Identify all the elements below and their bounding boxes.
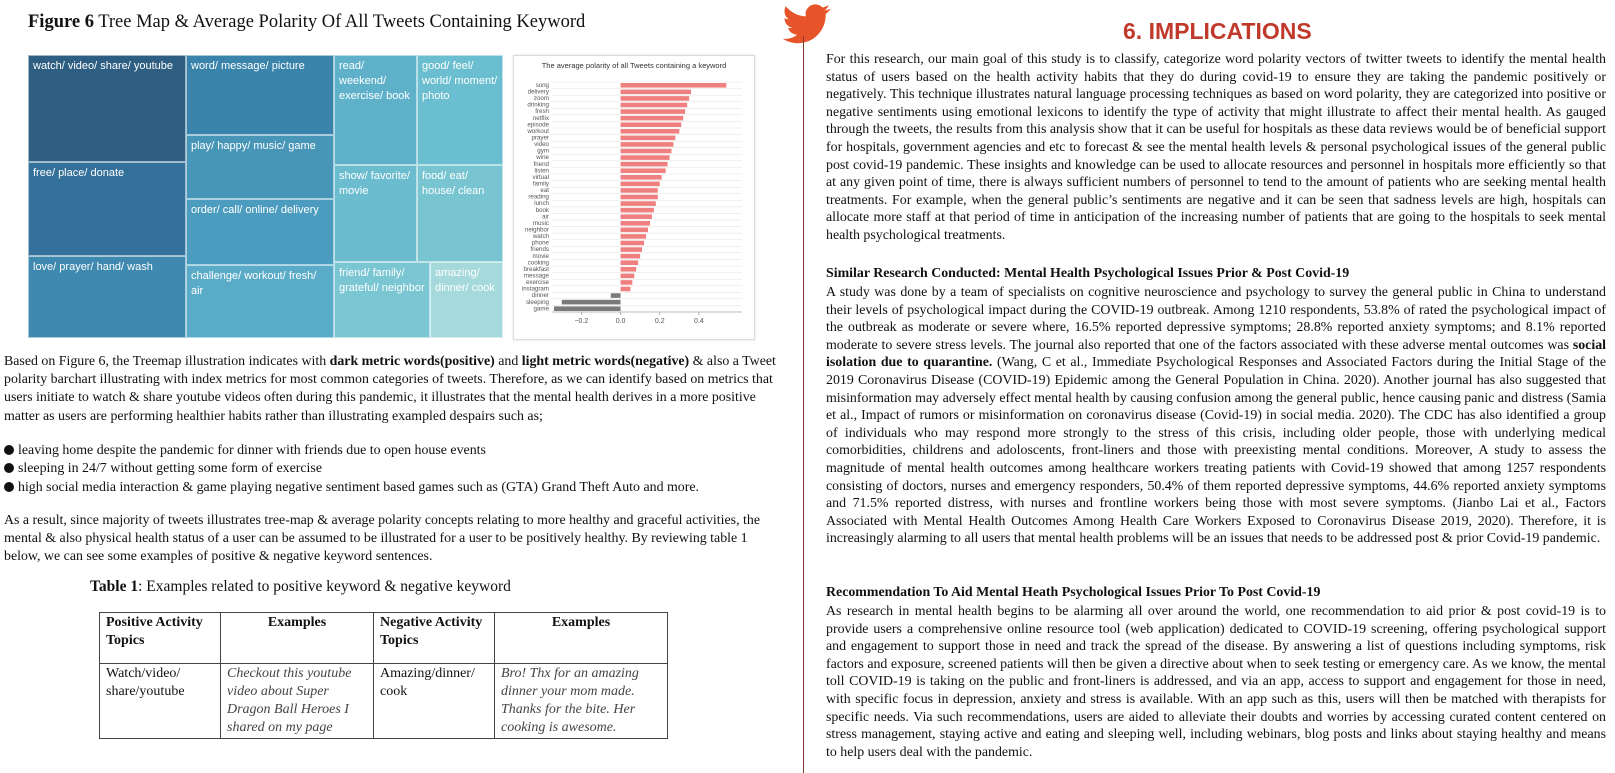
chart-category-label: drinking — [527, 101, 549, 109]
similar-research-heading: Similar Research Conducted: Mental Health Psychological Issues Prior & Post Covid-19 — [826, 266, 1350, 281]
figure-title — [28, 12, 585, 33]
chart-bar — [621, 280, 633, 285]
chart-x-tick-label: −0.2 — [574, 318, 589, 325]
table-caption-text: : Examples related to positive keyword & negative keyword — [138, 578, 511, 595]
chart-bar — [621, 241, 645, 246]
chart-x-tick-label: 0.0 — [615, 318, 626, 325]
chart-category-label: instagram — [521, 285, 549, 293]
treemap-cell: order/ call/ online/ delivery — [186, 199, 334, 265]
figure-title-text: Tree Map & Average Polarity Of All Tweets Containing Keyword — [98, 12, 586, 32]
chart-bar — [621, 175, 662, 180]
para1-text-2: and — [494, 354, 522, 369]
chart-bar — [621, 168, 666, 173]
chart-category-label: movie — [532, 252, 549, 260]
chart-category-label: fresh — [535, 108, 549, 116]
chart-category-label: wine — [536, 154, 549, 162]
treemap-cell: amazing/ dinner/ cook — [430, 262, 503, 338]
chart-category-label: reading — [528, 193, 549, 201]
chart-category-label: game — [533, 305, 549, 313]
chart-bar — [621, 96, 690, 101]
chart-category-label: family — [532, 180, 549, 188]
bullet-dot-icon — [4, 445, 14, 455]
bullet-list — [4, 442, 779, 497]
table-header: Examples — [221, 613, 374, 664]
chart-category-label: sleeping — [525, 298, 549, 306]
treemap-cell: challenge/ workout/ fresh/ air — [186, 265, 334, 338]
treemap-cell: watch/ video/ share/ youtube — [28, 55, 186, 162]
bullet-dot-icon — [4, 482, 14, 492]
treemap-cell: good/ feel/ world/ moment/ photo — [417, 55, 503, 165]
chart-bar — [621, 162, 668, 167]
chart-bar — [621, 149, 672, 154]
recommendation-paragraph: As research in mental health begins to be alarming all over around the world, one recommendation to aid prior & post covid-19 is to provide users a comprehensive online resource tool (web application) dedicated to COVID-19 screening, offering psychological support and engagement to support those in need and track the spread of the disease. By answering a list of questions including symptoms, risk factors and exposure, screened patients will then be given a directive about when to seek testing or emergency care. As we know, the mental toll COVID-19 is taking on the public and front-liners is addressed, and via an app, access to support and engagement for those in need, with specific focus in depression, anxiety and stress is available. With an app such as this, users will then be matched with therapists for specific needs. Via such recommendations, users are aided to alleviate their doubts and worries by accessing curated content centered on stress management, staying active and eating and sleeping well, including webinars, blog posts and links about staying healthy and means to help users deal with the pandemic. — [826, 604, 1606, 760]
chart-bar — [621, 228, 648, 233]
chart-category-label: cooking — [527, 259, 549, 267]
chart-bar — [621, 188, 658, 193]
treemap-cell: word/ message/ picture — [186, 55, 334, 135]
chart-category-label: dinner — [531, 292, 549, 300]
chart-bar — [621, 109, 686, 114]
bullet-item — [4, 479, 779, 497]
chart-category-label: eat — [540, 187, 549, 195]
paragraph-result: As a result, since majority of tweets illustrates tree-map & average polarity concepts relating to more healthy and graceful activities, the mental & also physical health status of a user can be assumed to be illustrated for a user to be positively healthy. By reviewing table 1 below, we can see some examples of positive & negative keyword sentences. — [4, 513, 760, 565]
para1-text-3: & also a Tweet polarity barchart illustrating with index metrics for most common categories of tweets. Therefore, as we can identify based on metrics that users initiate to watch & share youtube videos often during this pandemic, it illustrates that the mental health derives in a more positive matter as users are performing healthier habits rather than illustrating exampled despairs such as; — [4, 354, 776, 424]
chart-bar — [621, 116, 684, 121]
table-header: Negative Activity Topics — [374, 613, 495, 664]
chart-bar — [621, 234, 646, 239]
chart-bar — [621, 122, 682, 127]
para1-text-1: Based on Figure 6, the Treemap illustration indicates with — [4, 354, 330, 369]
section-title: 6. IMPLICATIONS — [1123, 18, 1312, 44]
chart-bar — [611, 293, 621, 298]
chart-bar — [621, 103, 688, 108]
recommendation-heading: Recommendation To Aid Mental Heath Psychological Issues Prior To Post Covid-19 — [826, 585, 1321, 600]
chart-bar — [621, 201, 656, 206]
polarity-chart — [513, 55, 755, 340]
chart-bar — [621, 83, 727, 88]
chart-category-label: neighbor — [524, 226, 549, 234]
chart-category-label: song — [535, 81, 549, 89]
bullet-item — [4, 460, 779, 478]
para1-bold-negative: light metric words(negative) — [521, 354, 690, 369]
table-cell: Bro! Thx for an amazing dinner your mom made. Thanks for the bite. Her cooking is awesome. — [495, 664, 668, 739]
chart-category-label: delivery — [527, 88, 549, 96]
chart-bar — [621, 155, 670, 160]
chart-bar — [621, 182, 660, 187]
chart-category-label: video — [534, 141, 549, 149]
chart-bar — [621, 214, 652, 219]
chart-category-label: zoom — [533, 95, 549, 103]
chart-bar — [621, 247, 643, 252]
chart-category-label: workout — [527, 127, 549, 135]
treemap-cell: play/ happy/ music/ game — [186, 135, 334, 199]
table-header: Positive Activity Topics — [100, 613, 221, 664]
right-column — [826, 0, 1606, 773]
chart-x-tick-label: 0.2 — [654, 318, 665, 325]
chart-category-label: music — [532, 219, 549, 227]
chart-bar — [554, 306, 621, 311]
chart-category-label: virtual — [532, 173, 549, 181]
treemap-cell: show/ favorite/ movie — [334, 165, 417, 262]
table-header: Examples — [495, 613, 668, 664]
para1-bold-positive: dark metric words(positive) — [329, 354, 495, 369]
similar-text-2: (Wang, C et al., Immediate Psychological Responses and Associated Factors during the Initial Stage of the 2019 Coronavirus Disease (COVID-19) Epidemic among the General Population in China. 2020). Another journal has also suggested that misinformation may adversely effect mental health by causing confusion among the general public, hence causing panic and distress (Samia et al., Impact of rumors or misinformation on coronavirus disease (Covid-19) in social media. 2020). The CDC has also identified a group of individuals who may respond more strongly to the stress of this crisis, including older people, those with underlying medical comorbidities, childrens and adoloscents, front-liners and those with preexisting mental conditions. Moreover, A study to assess the magnitude of mental health outcomes among healthcare workers treating patients with Covid-19 showed that among 1257 respondents consisting of doctors, nurses and emergency responders, 50.4% of them reported depressive symptoms, 44.6% reported anxiety symptoms and 71.5% reported distress, with nurses and frontline workers being those with most severe symptoms. (Jianbo Lai et al., Factors Associated with Mental Health Outcomes Among Health Care Workers Exposed to Coronavirus Disease 2019, 2020). Therefore, it is increasingly alarming to all users that mental health problems will be an issues that needs to be addressed post & prior Covid-19 pandemic. — [826, 355, 1607, 547]
treemap — [28, 55, 503, 338]
chart-bar — [621, 221, 650, 226]
similar-text-1: A study was done by a team of specialists on cognitive neuroscience and psychology to survey the general public in China to understand their levels of psychological impact during the COVID-19 outbreak. Among 1210 respondents, 53.8% of rated the psychological impact of the outbreak as moderate or severe where, 16.5% reported depressive symptoms; 28.8% reported anxiety symptoms; and 8.1% reported moderate to severe stress levels. The journal also reported that one of the factors associated with these adverse mental outcomes was — [826, 285, 1606, 353]
chart-category-label: listen — [534, 167, 549, 175]
chart-category-label: prayer — [531, 134, 549, 142]
chart-category-label: lunch — [534, 200, 549, 208]
treemap-cell: friend/ family/ grateful/ neighbor — [334, 262, 430, 338]
bullet-text: high social media interaction & game playing negative sentiment based games such as (GTA) Grand Theft Auto and more. — [18, 479, 700, 495]
bullet-item — [4, 442, 779, 460]
table-cell: Watch/video/ share/youtube — [100, 664, 221, 739]
chart-category-label: breakfast — [523, 265, 549, 273]
chart-bar — [621, 287, 631, 292]
chart-category-label: book — [535, 206, 549, 214]
bullet-dot-icon — [4, 463, 14, 473]
chart-category-label: friends — [530, 246, 549, 254]
table-label: Table 1 — [90, 578, 139, 595]
polarity-chart-svg — [514, 56, 754, 339]
chart-category-label: exercise — [525, 279, 549, 287]
chart-bar — [621, 254, 641, 259]
table-header-row — [100, 613, 668, 664]
paragraph-figure-discussion — [4, 353, 779, 426]
chart-title: The average polarity of all Tweets containing a keyword — [541, 61, 727, 70]
bullet-text: leaving home despite the pandemic for dinner with friends due to open house events — [18, 443, 486, 458]
chart-category-label: air — [542, 213, 549, 221]
similar-bold-text: social isolation due to quarantine. — [826, 337, 1606, 371]
chart-bar — [621, 90, 692, 95]
chart-category-label: message — [523, 272, 549, 280]
chart-bar — [621, 208, 654, 213]
bullet-text: sleeping in 24/7 without getting some form of exercise — [18, 461, 322, 477]
treemap-cell: free/ place/ donate — [28, 162, 186, 256]
treemap-cell: food/ eat/ house/ clean — [417, 165, 503, 262]
chart-bar — [562, 300, 621, 305]
chart-category-label: gym — [537, 147, 549, 155]
implications-paragraph: For this research, our main goal of this study is to classify, categorize word polarity vectors of twitter tweets to identify the mental health status of users based on the health activity habits that they do during covid-19 to ensure they are taking the pandemic positively or negatively. This technique illustrates natural language processing techniques as based on word polarity, they are categorized into positive or negative sentiments using emotional lexicons to identify the type of activity that might illustrate to affect their mental health. As gauged through the tweets, the results from this analysis show that it can be useful for hospitals as these data reviews would be of beneficial support for hospitals, government agencies and etc to forecast & see the mental health levels & personal psychological issues of the general public post covid-19 pandemic. These insights and knowledge can be used to allocate resources and personnel in hospitals more efficiently so that at any given point of time, there is always sufficient numbers of personnel to tend to the amount of patients who are seeking mental health treatments. For example, when the general public’s sentiments are negative and it can be seen that sadness levels are high, hospitals can allocate more staff at that period of time in anticipation of the increasing number of patients that are going to the hospitals to seek mental health psychological treatments. — [826, 52, 1606, 243]
chart-bar — [621, 274, 635, 279]
twitter-bird-icon — [782, 4, 832, 46]
chart-category-label: watch — [532, 233, 549, 241]
chart-bar — [621, 195, 658, 200]
left-column — [0, 0, 790, 773]
chart-x-tick-label: 0.4 — [694, 318, 704, 325]
treemap-cell: read/ weekend/ exercise/ book — [334, 55, 417, 165]
column-divider — [803, 36, 804, 773]
table-cell: Checkout this youtube video about Super Dragon Ball Heroes I shared on my page — [221, 664, 374, 739]
keyword-table — [99, 612, 668, 739]
chart-bar — [621, 267, 637, 272]
similar-research-paragraph — [826, 284, 1606, 548]
table-cell: Amazing/dinner/ cook — [374, 664, 495, 739]
chart-bar — [621, 129, 680, 134]
chart-category-label: episode — [527, 121, 549, 129]
table-row — [100, 664, 668, 739]
chart-category-label: phone — [531, 239, 549, 247]
figure-label: Figure 6 — [28, 12, 94, 32]
chart-bar — [621, 260, 639, 265]
chart-bar — [621, 142, 674, 147]
table-caption — [90, 578, 511, 596]
treemap-cell: love/ prayer/ hand/ wash — [28, 256, 186, 338]
chart-category-label: friend — [533, 160, 549, 168]
chart-category-label: netflix — [532, 114, 549, 122]
chart-bar — [621, 136, 676, 141]
